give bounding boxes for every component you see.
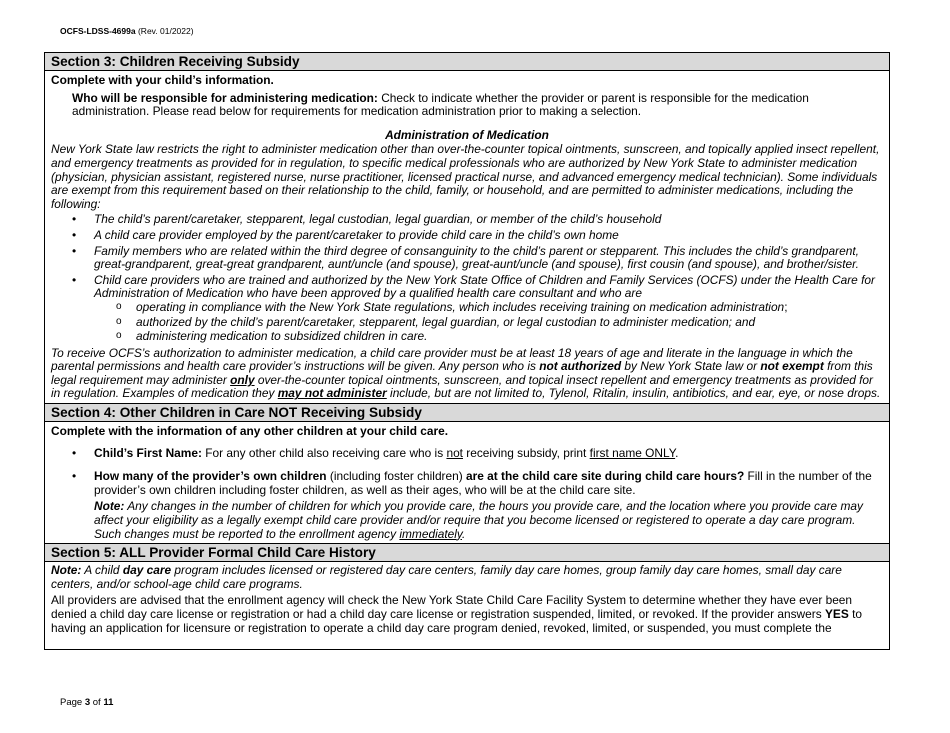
immediately: immediately: [399, 526, 462, 541]
yes-emphasis: YES: [824, 607, 849, 621]
period: .: [461, 526, 466, 541]
exempt-item: • A child care provider employed by the parent/caretaker to provide child care in the child’s own home: [94, 229, 883, 243]
note-text: Any changes in the number of children for which you provide care, the hours you provide care, and the location where you provide care may affect your eligibility as a legally exempt child care provider and/or require that you become licensed or registered to operate a day care program. Such changes must be reported to the enrollment agency: [94, 499, 863, 541]
first-name-text: receiving subsidy, print: [462, 445, 590, 460]
period: .: [675, 445, 679, 460]
para-text: All providers are advised that the enrollment agency will check the New York State Child Care Facility System to determine whether they have ever been denied a child day care license or registration or had a child day care license or registration suspended, limited, or revoked. If the provider answers: [51, 593, 853, 621]
law-paragraph: New York State law restricts the right to administer medication other than over-the-counter topical ointments, sunscreen, and topically applied insect repellent, and emergency treatments as provided for in regulation, to specific medical professionals who are authorized by New York State to administer medication (physician, physician assistant, registered nurse, nurse practitioner, licensed practical nurse, and advanced emergency medical technician). Some individuals are exempt from this requirement based on their relationship to the child, family, or household, and are permitted to administer medications, including the following:: [51, 142, 880, 211]
provider-children-text: (including foster children): [326, 469, 467, 484]
first-name-only: first name ONLY: [589, 445, 676, 460]
exempt-item: • Family members who are related within the third degree of consanguinity to the child’s parent or stepparent. This includes the child’s grandparent, great-grandparent, great-great grandparent, aunt/uncle (and spouse), great-aunt/uncle (and spouse), first cousin (and spouse), and brother/sister.: [94, 245, 883, 272]
section4-note: [94, 500, 883, 541]
sub-item: o authorized by the child’s parent/caretaker, stepparent, legal guardian, or legal custodian to administer medication; and: [136, 316, 883, 330]
not-underline: not: [446, 445, 463, 460]
child-first-name-item: [94, 447, 883, 461]
not-exempt: not exempt: [760, 359, 824, 374]
day-care: day care: [122, 563, 172, 578]
of-word: of: [92, 697, 101, 708]
med-text: Check to indicate whether the provider or parent is responsible for the medication administration. Please read below for requirements for medication administration prior to making a selection.: [72, 90, 809, 119]
sub-item: o administering medication to subsidized children in care.: [136, 330, 883, 344]
auth-text: include, but are not limited to, Tylenol, Ritalin, insulin, antibiotics, and ear, eye, or nose drops.: [386, 386, 881, 401]
section5-paragraph: [45, 594, 889, 635]
section3-title: Section 3: Children Receiving Subsidy: [45, 53, 889, 71]
medication-responsibility: [45, 92, 889, 119]
section3-intro: Complete with your child’s information.: [51, 73, 274, 87]
not-authorized: not authorized: [539, 359, 622, 374]
para-text: to having an application for licensure or registration to operate a child day care program denied, revoked, limited, or suspended, you must complete the: [51, 607, 862, 635]
sub-item-semicolon: ;: [784, 299, 788, 314]
page-total: 11: [103, 697, 114, 708]
auth-text: by New York State law or: [621, 359, 761, 374]
note-label: Note:: [51, 563, 82, 578]
provider-children-item: [94, 470, 883, 541]
note-text: A child: [81, 563, 123, 578]
page-word: Page: [60, 697, 83, 708]
exempt-item-text: Child care providers who are trained and authorized by the New York State Office of Children and Family Services (OCFS) under the Health Care for Administration of Medication who have been approved by a qualified health care consultant and who are: [94, 272, 875, 301]
section5-title: Section 5: ALL Provider Formal Child Care History: [45, 543, 889, 562]
provider-children-question: are at the child care site during child care hours?: [466, 469, 745, 484]
section4-title: Section 4: Other Children in Care NOT Receiving Subsidy: [45, 403, 889, 422]
authorization-paragraph: [45, 347, 889, 401]
auth-text: over-the-counter topical ointments, sunscreen, and topical insect repellent and emergency treatments as provided for in regulation. Examples of medication they: [51, 372, 873, 401]
exempt-item: [94, 274, 883, 344]
exempt-sub-list: [94, 301, 883, 344]
section5-note: [45, 564, 889, 591]
auth-text: from this legal requirement may administer: [51, 359, 873, 387]
form-code: OCFS-LDSS-4699a: [60, 26, 136, 36]
sub-item: [136, 301, 883, 315]
may-not-administer: may not administer: [277, 386, 387, 401]
first-name-label: Child’s First Name:: [94, 445, 202, 460]
note-text: program includes licensed or registered day care centers, family day care homes, group family day care homes, small day care centers, and/or school-age child care programs.: [51, 563, 842, 591]
page-number: [60, 697, 113, 708]
first-name-text: For any other child also receiving care who is: [201, 445, 447, 460]
only-emphasis: only: [230, 372, 255, 387]
auth-text: To receive OCFS’s authorization to administer medication, a child care provider must be at least 18 years of age and literate in the language in which the parental permissions and health care provider’s instructions will be given. Any person who is: [51, 345, 853, 374]
exempt-item: • The child’s parent/caretaker, stepparent, legal custodian, legal guardian, or member of the child’s household: [94, 213, 883, 227]
med-label: Who will be responsible for administering medication:: [72, 90, 378, 105]
form-id: [60, 26, 194, 36]
page-current: 3: [84, 697, 91, 708]
admin-heading: Administration of Medication: [385, 127, 549, 142]
section4-list: [45, 447, 889, 542]
exempt-list: [45, 213, 889, 343]
form-rev: (Rev. 01/2022): [137, 26, 194, 36]
section4-intro: Complete with the information of any other children at your child care.: [51, 424, 449, 439]
form-content: [44, 52, 890, 650]
provider-children-label: How many of the provider’s own children: [94, 469, 327, 484]
provider-children-text: Fill in the number of the provider’s own children including foster children, as well as their ages, who will be at the child care site.: [94, 469, 872, 497]
note-label: Note:: [94, 499, 125, 514]
sub-item-text: operating in compliance with the New York State regulations, which includes receiving training on medication administration: [136, 299, 785, 314]
